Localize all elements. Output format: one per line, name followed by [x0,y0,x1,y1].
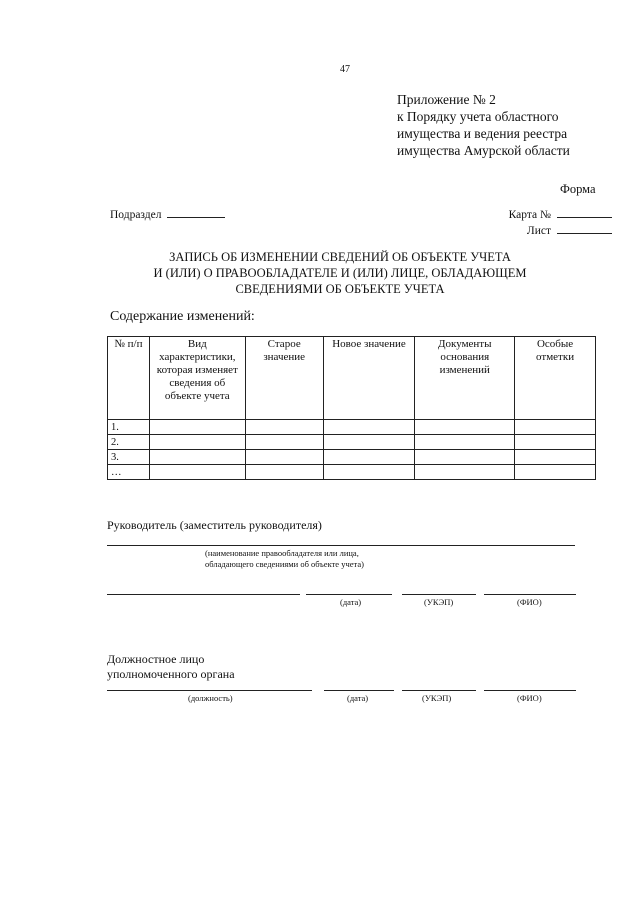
subsection-label: Подраздел [110,209,162,221]
column-header: Документы основания изменений [415,337,515,420]
card-label: Карта № [508,209,551,221]
appendix-line: Приложение № 2 [397,92,496,107]
column-header: № п/п [108,337,150,420]
form-label: Форма [560,182,596,196]
head-ukep-caption: (УКЭП) [424,597,454,607]
table-cell[interactable] [149,435,245,450]
official-heading-line: Должностное лицо [107,652,205,666]
sheet-label: Лист [526,225,551,237]
appendix-block [397,91,570,159]
caption-line: обладающего сведениями об объекте учета) [205,559,364,569]
official-date-line[interactable] [324,690,394,691]
changes-table [107,336,596,480]
table-cell[interactable] [149,465,245,480]
document-title [110,249,570,297]
official-date-caption: (дата) [347,693,369,703]
holder-name-caption [205,548,364,570]
column-header: Новое значение [323,337,415,420]
official-fio-line[interactable] [484,690,576,691]
official-fio-caption: (ФИО) [517,693,542,703]
table-row [108,450,596,465]
table-cell[interactable] [245,450,323,465]
sheet-number-blank[interactable] [557,223,612,234]
subsection-blank[interactable] [167,207,225,218]
table-header-row [108,337,596,420]
table-cell[interactable] [245,465,323,480]
head-signature-heading: Руководитель (заместитель руководителя) [107,518,322,532]
page-number: 47 [340,64,350,75]
head-date-line[interactable] [306,594,392,595]
holder-name-line[interactable] [107,545,575,546]
row-number: 1. [108,420,150,435]
title-line: СВЕДЕНИЯМИ ОБ ОБЪЕКТЕ УЧЕТА [235,282,445,296]
appendix-line: имущества и ведения реестра [397,126,568,141]
appendix-line: к Порядку учета областного [397,109,559,124]
row-number: 2. [108,435,150,450]
appendix-line: имущества Амурской области [397,143,570,158]
table-cell[interactable] [323,450,415,465]
title-line: И (ИЛИ) О ПРАВООБЛАДАТЕЛЕ И (ИЛИ) ЛИЦЕ, ОБЛАДАЮЩЕМ [153,266,527,280]
table-cell[interactable] [323,420,415,435]
official-position-caption: (должность) [188,693,233,703]
table-cell[interactable] [515,435,596,450]
table-cell[interactable] [515,420,596,435]
table-cell[interactable] [515,465,596,480]
official-position-line[interactable] [107,690,312,691]
head-fio-line[interactable] [484,594,576,595]
column-header: Старое значение [245,337,323,420]
caption-line: (наименование правообладателя или лица, [205,548,359,558]
changes-content-label: Содержание изменений: [110,309,255,324]
table-cell[interactable] [415,435,515,450]
head-date-caption: (дата) [340,597,362,607]
table-cell[interactable] [323,435,415,450]
table-row [108,465,596,480]
column-header: Вид характеристики, которая изменяет сведения об объекте учета [149,337,245,420]
head-fio-caption: (ФИО) [517,597,542,607]
title-line: ЗАПИСЬ ОБ ИЗМЕНЕНИИ СВЕДЕНИЙ ОБ ОБЪЕКТЕ УЧЕТА [169,250,511,264]
table-cell[interactable] [149,450,245,465]
table-cell[interactable] [415,420,515,435]
official-ukep-caption: (УКЭП) [422,693,452,703]
official-signature-heading [107,652,235,682]
table-row [108,420,596,435]
table-cell[interactable] [323,465,415,480]
card-sheet-block [509,207,612,239]
table-row [108,435,596,450]
column-header: Особые отметки [515,337,596,420]
card-number-blank[interactable] [557,207,612,218]
head-ukep-line[interactable] [402,594,476,595]
table-cell[interactable] [149,420,245,435]
row-number: 3. [108,450,150,465]
official-heading-line: уполномоченного органа [107,667,235,681]
table-cell[interactable] [415,450,515,465]
table-cell[interactable] [515,450,596,465]
table-cell[interactable] [245,435,323,450]
subsection-field [110,207,225,221]
head-name-line[interactable] [107,594,300,595]
official-ukep-line[interactable] [402,690,476,691]
table-cell[interactable] [245,420,323,435]
table-cell[interactable] [415,465,515,480]
row-number: … [108,465,150,480]
